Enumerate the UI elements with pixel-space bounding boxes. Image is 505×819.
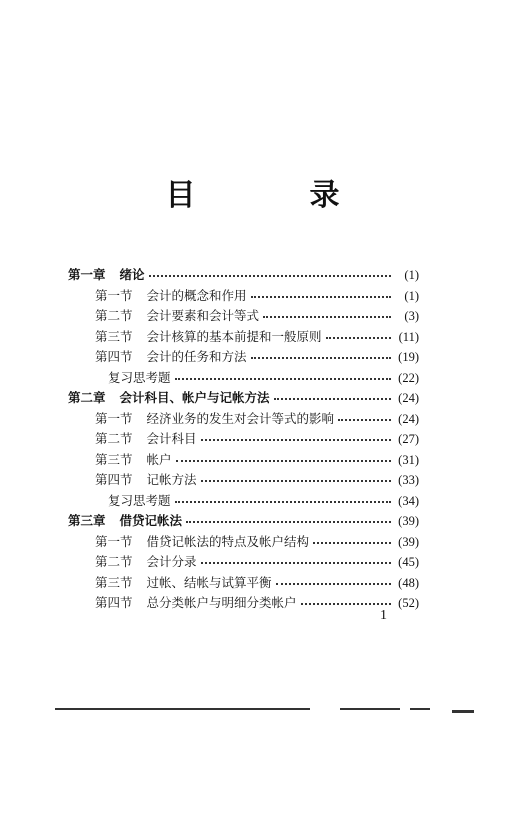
toc-entry-title: 复习思考题 bbox=[108, 492, 171, 508]
toc-entry-number: 第三节 bbox=[95, 574, 133, 590]
toc-entry-title: 会计要素和会计等式 bbox=[146, 308, 260, 323]
dot-leader bbox=[176, 448, 391, 462]
toc-entry-title: 记帐方法 bbox=[146, 472, 197, 487]
toc-entry-title: 复习思考题 bbox=[108, 369, 171, 385]
toc-entry-title: 绪论 bbox=[119, 267, 145, 282]
toc-section-row bbox=[95, 429, 419, 449]
toc-entry-number: 第二节 bbox=[95, 308, 133, 323]
toc-entry-page: (39) bbox=[398, 534, 419, 549]
dot-leader bbox=[201, 550, 391, 564]
toc-section-row bbox=[95, 286, 419, 306]
toc-section-row bbox=[95, 593, 419, 613]
dot-leader bbox=[175, 366, 391, 380]
dot-leader bbox=[251, 284, 391, 298]
toc-entry-page: (45) bbox=[398, 555, 419, 569]
dot-leader bbox=[338, 407, 391, 421]
toc-entry-title: 总分类帐户与明细分类帐户 bbox=[146, 595, 297, 610]
toc-entry-number: 第一章 bbox=[68, 267, 106, 282]
toc-entry-page: (11) bbox=[398, 329, 419, 344]
toc-entry-page: (34) bbox=[398, 493, 419, 508]
toc-section-row bbox=[95, 470, 419, 490]
scan-rule-line bbox=[410, 708, 430, 710]
page-title: 目 录 bbox=[165, 178, 382, 213]
toc-entry-title: 过帐、结帐与试算平衡 bbox=[146, 574, 272, 590]
toc-entry-title: 会计的概念和作用 bbox=[146, 287, 247, 303]
toc-review-row bbox=[108, 368, 419, 388]
toc-review-row bbox=[108, 491, 419, 511]
toc-entry-page: (3) bbox=[404, 309, 419, 323]
toc-section-row bbox=[95, 532, 419, 552]
toc-entry-title: 会计分录 bbox=[146, 554, 197, 569]
toc-entry-title: 借贷记帐法 bbox=[119, 513, 183, 528]
toc-entry-number: 第四节 bbox=[95, 595, 133, 610]
dot-leader bbox=[326, 325, 391, 339]
toc-entry-page: (1) bbox=[404, 268, 419, 282]
dot-leader bbox=[201, 468, 391, 482]
toc-entry-title: 经济业务的发生对会计等式的影响 bbox=[146, 410, 335, 426]
scan-rule-line bbox=[55, 708, 310, 710]
toc-entry-page: (31) bbox=[398, 452, 419, 467]
dot-leader bbox=[263, 304, 391, 318]
toc-section-row bbox=[95, 573, 419, 593]
toc-entry-title: 会计核算的基本前提和一般原则 bbox=[146, 328, 322, 344]
page-number: 1 bbox=[380, 608, 387, 623]
dot-leader bbox=[276, 571, 391, 585]
toc-entry-number: 第二节 bbox=[95, 431, 133, 446]
toc-entry-page: (19) bbox=[398, 350, 419, 364]
toc-entry-title: 借贷记帐法的特点及帐户结构 bbox=[146, 533, 310, 549]
scan-rule-line bbox=[340, 708, 400, 710]
toc-chapter-row bbox=[68, 511, 419, 531]
toc-entry-number: 第四节 bbox=[95, 349, 133, 364]
toc-chapter-row bbox=[68, 265, 419, 285]
toc-section-row bbox=[95, 347, 419, 367]
toc-entry-title: 帐户 bbox=[146, 451, 172, 467]
toc-entry-number: 第一节 bbox=[95, 410, 133, 426]
dot-leader bbox=[251, 345, 391, 359]
toc-section-row bbox=[95, 409, 419, 429]
toc-entry-page: (22) bbox=[398, 370, 419, 385]
toc-section-row bbox=[95, 306, 419, 326]
dot-leader bbox=[274, 386, 391, 400]
toc-entry-page: (33) bbox=[398, 473, 419, 487]
toc-entry-number: 第三章 bbox=[68, 513, 106, 528]
toc-entry-title: 会计的任务和方法 bbox=[146, 349, 247, 364]
toc-entry-number: 第一节 bbox=[95, 533, 133, 549]
toc-section-row bbox=[95, 552, 419, 572]
dot-leader bbox=[175, 489, 391, 503]
dot-leader bbox=[149, 263, 391, 277]
toc-section-row bbox=[95, 327, 419, 347]
toc-entry-number: 第三节 bbox=[95, 328, 133, 344]
toc-section-row bbox=[95, 450, 419, 470]
toc-entry-number: 第一节 bbox=[95, 287, 133, 303]
toc-entry-page: (1) bbox=[404, 288, 419, 303]
dot-leader bbox=[301, 591, 391, 605]
toc-entry-page: (24) bbox=[398, 411, 419, 426]
toc-entry-page: (24) bbox=[398, 391, 419, 405]
toc-entry-page: (52) bbox=[398, 596, 419, 610]
toc-entry-number: 第三节 bbox=[95, 451, 133, 467]
toc-entry-number: 第二节 bbox=[95, 554, 133, 569]
toc-chapter-row bbox=[68, 388, 419, 408]
dot-leader bbox=[313, 530, 391, 544]
scan-rule-line bbox=[452, 710, 474, 713]
toc-entry-page: (48) bbox=[398, 575, 419, 590]
toc-entry-title: 会计科目 bbox=[146, 431, 197, 446]
toc-entry-page: (39) bbox=[398, 514, 419, 528]
toc-entry-number: 第四节 bbox=[95, 472, 133, 487]
dot-leader bbox=[186, 509, 391, 523]
dot-leader bbox=[201, 427, 391, 441]
toc-entry-page: (27) bbox=[398, 432, 419, 446]
toc-entry-number: 第二章 bbox=[68, 390, 106, 405]
toc-entry-title: 会计科目、帐户与记帐方法 bbox=[119, 390, 270, 405]
